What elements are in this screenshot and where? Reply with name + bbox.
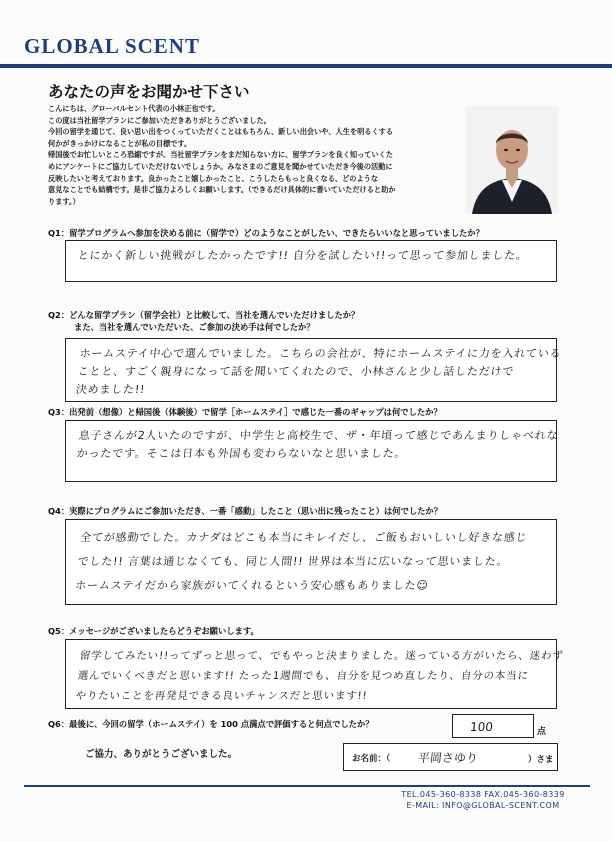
answer-line: 全てが感動でした。カナダはどこも本当にキレイだし、ご飯もおいしいし好きな感じ	[79, 531, 529, 544]
answer-line: ホームステイだから家族がいてくれるという安心感もありました☺	[74, 579, 430, 592]
answer-line: ホームステイ中心で選んでいました。こちらの会社が、特にホームステイに力を入れている	[78, 347, 563, 360]
question-q6: Q6：最後に、今回の留学（ホームステイ）を 100 点満点で評価すると何点でしたか？	[48, 719, 374, 729]
intro-line: ります。）	[48, 196, 80, 206]
answer-box-q5	[65, 639, 565, 709]
answer-text-q4	[62, 520, 560, 598]
intro-line: この度は当社留学プランにご参加いただきありがとうございました。	[48, 115, 271, 125]
intro-line: 意見なことでも結構です。是非ご協力よろしくお願いします。（できるだけ具体的に書いていただけると助か	[48, 185, 396, 195]
answer-box-q1	[65, 240, 557, 282]
answer-text-q3	[64, 421, 558, 463]
answer-line: とにかく新しい挑戦がしたかったです!! 自分を試したい!!って思って参加しました。	[77, 249, 529, 262]
intro-line: 反映したいと考えております。良かったこと嬉しかったこと、こうしたらもっと良くなる、どのような	[48, 173, 379, 183]
intro-line: こんにちは、グローバルセント代表の小林正也です。	[48, 104, 220, 113]
question-q3: Q3：出発前（想像）と帰国後（体験後）で留学［ホームステイ］で感じた一番のギャップは何でしたか？	[48, 407, 442, 417]
answer-box-q4	[65, 519, 557, 605]
representative-photo	[466, 106, 558, 214]
answer-line: 選んでいくべきだと思います!! たった1週間でも、自分を見つめ直したり、自分の本当に	[77, 670, 530, 682]
score-unit: 点	[537, 727, 547, 737]
answer-box-q2	[65, 338, 563, 402]
question-q2-main: Q2：どんな留学プラン（留学会社）と比較して、当社を選んでいただけましたか？	[48, 310, 360, 320]
answer-box-q3	[65, 420, 557, 482]
header-rule	[0, 64, 612, 68]
answer-line: かったです。そこは日本も外国も変わらないなと思いました。	[76, 447, 408, 460]
answer-line: でした!! 言葉は通じなくても、同じ人間!! 世界は本当に広いなって思いました。	[77, 555, 510, 568]
person-portrait-icon	[466, 106, 558, 214]
answer-text-q5	[63, 640, 565, 706]
thanks-text: ご協力、ありがとうございました。	[85, 749, 238, 760]
page-title: あなたの声をお聞かせ下さい	[48, 83, 250, 101]
intro-text	[48, 103, 463, 207]
question-q2	[48, 309, 359, 333]
answer-text-q1	[65, 241, 558, 265]
question-q2-sub: また、当社を選んでいただいた、ご参加の決め手は何でしたか？	[74, 322, 315, 332]
answer-line: 息子さんが2人いたのですが、中学生と高校生で、ザ・年頃って感じであんまりしゃべれな	[78, 429, 559, 442]
question-q4: Q4：実際にプログラムにご参加いただき、一番「感動」したこと（思い出に残ったこと）は何でしたか？	[48, 506, 443, 516]
question-q5: Q5：メッセージがございましたらどうぞお願いします。	[48, 626, 259, 636]
footer-email: E-MAIL: INFO@GLOBAL-SCENT.COM	[406, 801, 560, 810]
question-q1: Q1：留学プログラムへ参加を決める前に（留学で）どのようなことがしたい、できたらいいなと思っていましたか？	[48, 228, 484, 238]
contact-footer	[388, 789, 578, 811]
answer-line: やりたいことを再発見できる良いチャンスだと思います!!	[74, 690, 369, 702]
brand-logo: GLOBAL SCENT	[24, 34, 200, 58]
answer-line: 留学してみたい!!ってずっと思って、でもやっと決まりました。迷っている方がいたら、迷わず	[79, 650, 565, 662]
footer-rule	[24, 785, 590, 787]
intro-line: めにアンケートにご協力していただけないでしょうか。みなさまのご意見を聞かせていただき今後の活動に	[48, 161, 393, 171]
intro-line: 帰国後でお忙しいところ恐縮ですが、当社留学プランをまだ知らない方に、留学プランを良く知っていくた	[48, 150, 394, 160]
intro-line: 今回の留学を通じて、良い思い出をつくっていただくことはもちろん、新しい出会いや、人生を明るくする	[48, 127, 394, 137]
answer-line: 決めました!!	[75, 383, 146, 396]
name-value: 平岡さゆり	[417, 751, 479, 765]
footer-phones: TEL.045-360-8338 FAX.045-360-8339	[401, 790, 565, 799]
intro-line: 何かがきっかけになることが私の目標です。	[48, 138, 192, 148]
score-value: 100	[469, 720, 494, 734]
answer-text-q2	[63, 339, 563, 399]
answer-line: ことと、すごく親身になって話を聞いてくれたので、小林さんと少し話しただけで	[77, 365, 515, 378]
name-label: お名前：（	[352, 754, 391, 764]
name-suffix: ）さま	[528, 755, 554, 765]
